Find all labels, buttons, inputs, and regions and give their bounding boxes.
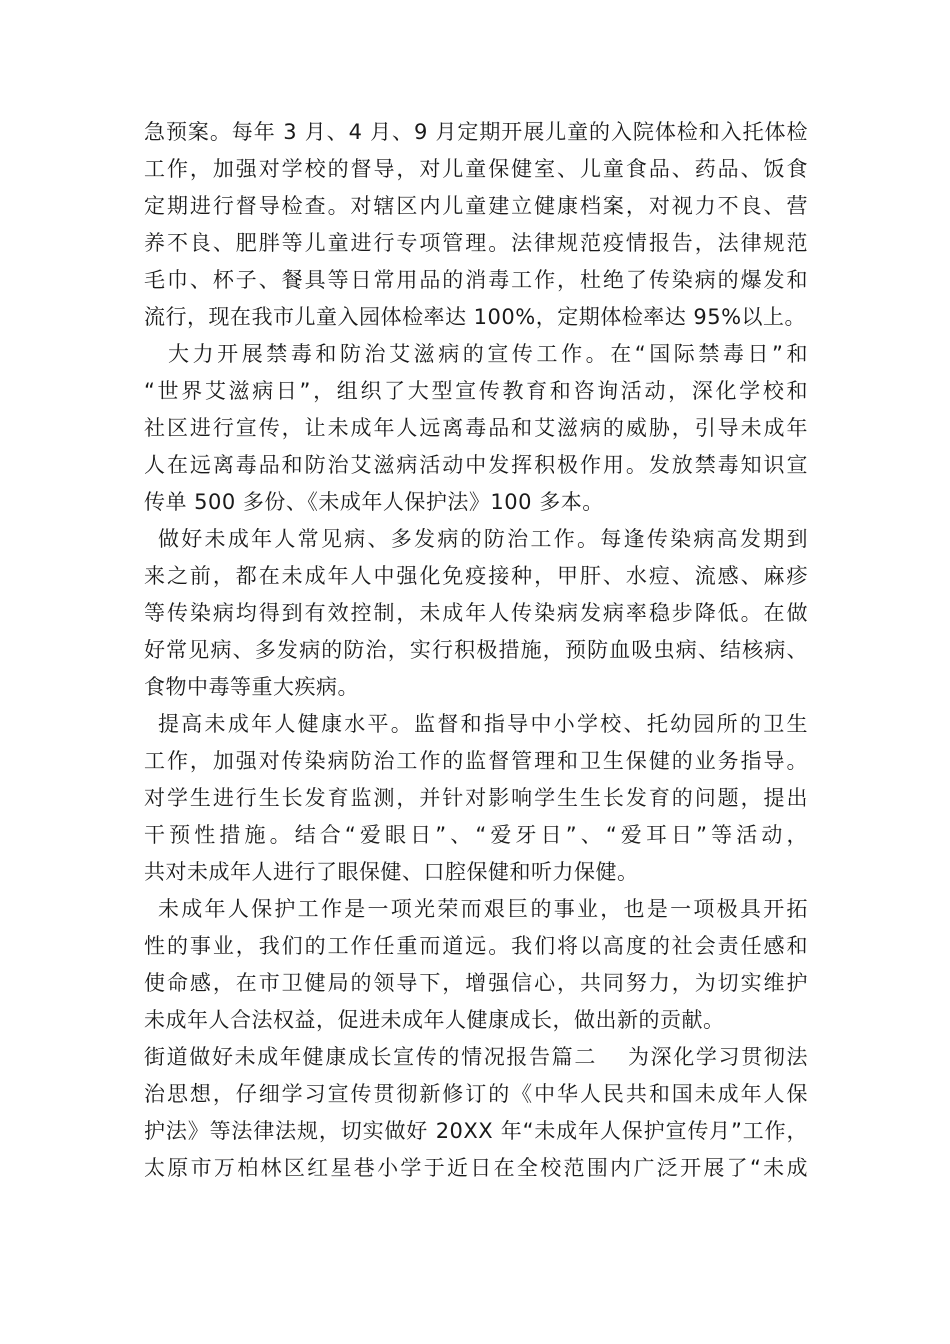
text-line: 定期进行督导检查。对辖区内儿童建立健康档案，对视力不良、营 <box>144 194 808 218</box>
text-line: 干预性措施。结合“爱眼日”、“爱牙日”、“爱耳日”等活动， <box>144 823 808 847</box>
text-line: 治思想，仔细学习宣传贯彻新修订的《中华人民共和国未成年人保 <box>144 1082 808 1106</box>
paragraph-start-line: 提高未成年人健康水平。监督和指导中小学校、托幼园所的卫生 <box>158 712 808 736</box>
text-line: 人在远离毒品和防治艾滋病活动中发挥积极作用。发放禁毒知识宣 <box>144 453 808 477</box>
document-body <box>144 114 808 1187</box>
paragraph-start-line: 未成年人保护工作是一项光荣而艰巨的事业，也是一项极具开拓 <box>158 897 808 921</box>
text-line: 工作，加强对传染病防治工作的监督管理和卫生保健的业务指导。 <box>144 749 808 773</box>
paragraph-start-line: 大力开展禁毒和防治艾滋病的宣传工作。在“国际禁毒日”和 <box>168 342 808 366</box>
text-line: 共对未成年人进行了眼保健、口腔保健和听力保健。 <box>144 860 639 884</box>
text-line: 太原市万柏林区红星巷小学于近日在全校范围内广泛开展了“未成 <box>144 1156 808 1180</box>
paragraph-start-line: 做好未成年人常见病、多发病的防治工作。每逢传染病高发期到 <box>158 527 808 551</box>
text-line: 护法》等法律法规，切实做好 20XX 年“未成年人保护宣传月”工作， <box>144 1119 808 1143</box>
text-line: 性的事业，我们的工作任重而道远。我们将以高度的社会责任感和 <box>144 934 808 958</box>
text-line: 食物中毒等重大疾病。 <box>144 675 359 699</box>
text-line: 工作，加强对学校的督导，对儿童保健室、儿童食品、药品、饭食 <box>144 157 808 181</box>
text-line: 好常见病、多发病的防治，实行积极措施，预防血吸虫病、结核病、 <box>144 638 808 662</box>
text-line: 急预案。每年 3 月、4 月、9 月定期开展儿童的入院体检和入托体检 <box>144 120 808 144</box>
text-line: 等传染病均得到有效控制，未成年人传染病发病率稳步降低。在做 <box>144 601 808 625</box>
text-line: 流行，现在我市儿童入园体检率达 100%，定期体检率达 95%以上。 <box>144 305 807 329</box>
text-line: 传单 500 多份、《未成年人保护法》100 多本。 <box>144 490 604 514</box>
section-heading-line: 街道做好未成年健康成长宣传的情况报告篇二 为深化学习贯彻法 <box>144 1045 808 1069</box>
text-line: 来之前，都在未成年人中强化免疫接种，甲肝、水痘、流感、麻疹 <box>144 564 808 588</box>
text-line: “世界艾滋病日”，组织了大型宣传教育和咨询活动，深化学校和 <box>144 379 808 403</box>
text-line: 未成年人合法权益，促进未成年人健康成长，做出新的贡献。 <box>144 1008 725 1032</box>
text-line: 对学生进行生长发育监测，并针对影响学生生长发育的问题，提出 <box>144 786 808 810</box>
text-line: 使命感，在市卫健局的领导下，增强信心，共同努力，为切实维护 <box>144 971 808 995</box>
text-line: 毛巾、杯子、餐具等日常用品的消毒工作，杜绝了传染病的爆发和 <box>144 268 808 292</box>
text-line: 养不良、肥胖等儿童进行专项管理。法律规范疫情报告，法律规范 <box>144 231 808 255</box>
text-line: 社区进行宣传，让未成年人远离毒品和艾滋病的威胁，引导未成年 <box>144 416 808 440</box>
